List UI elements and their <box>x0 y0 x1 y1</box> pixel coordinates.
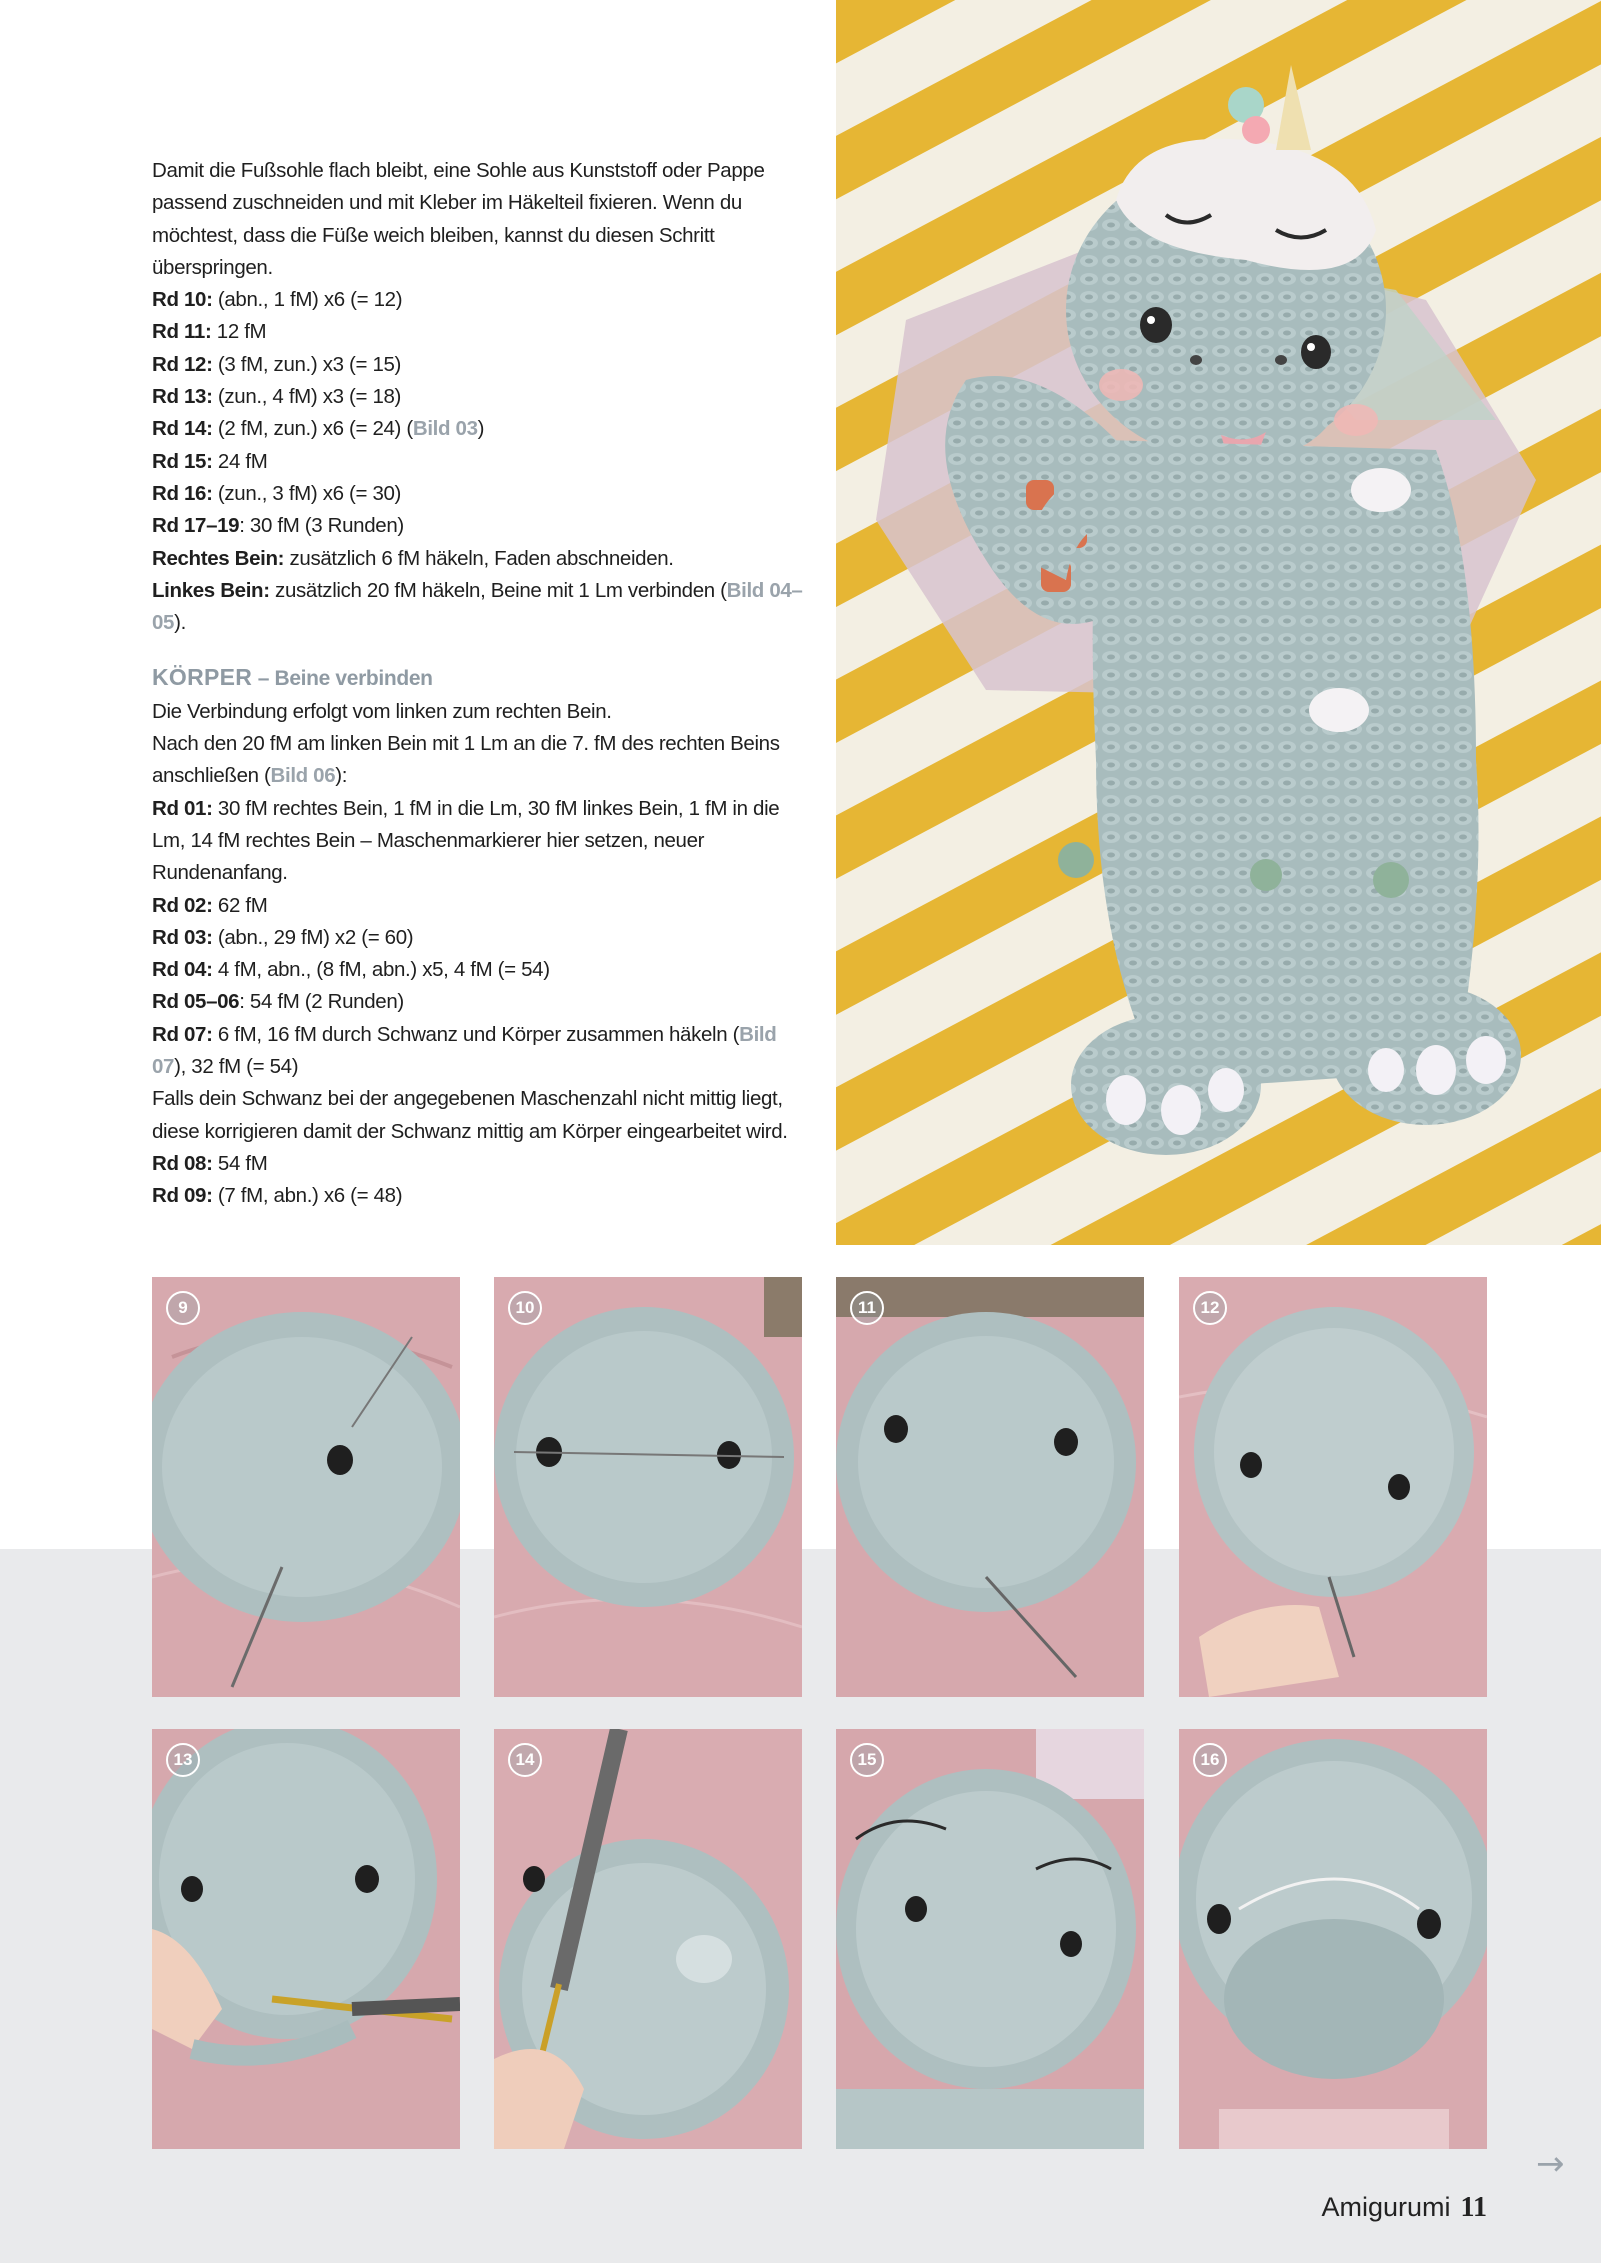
round-line: Rd 11: 12 fM <box>152 320 267 344</box>
step-number: 12 <box>1193 1291 1227 1325</box>
page-footer <box>1322 2192 1488 2224</box>
photo-reference: Bild 03 <box>412 417 478 441</box>
round-line: Rd 01: 30 fM rechtes Bein, 1 fM in die Lm, 30 fM linkes Bein, 1 fM in die Lm, 14 fM rechtes Bein – Maschenmarkierer hier setzen, neuer Rundenanfang. <box>152 796 780 885</box>
step-number: 16 <box>1193 1743 1227 1777</box>
round-line: Rd 07: 6 fM, 16 fM durch Schwanz und Körper zusammen häkeln (Bild 07), 32 fM (= 54) <box>152 1022 777 1079</box>
round-line: Rd 14: (2 fM, zun.) x6 (= 24) (Bild 03) <box>152 417 485 441</box>
round-line: Rechtes Bein: zusätzlich 6 fM häkeln, Faden abschneiden. <box>152 546 674 570</box>
round-line: Rd 12: (3 fM, zun.) x3 (= 15) <box>152 352 402 376</box>
rounds-group-b <box>152 793 807 1084</box>
round-line: Rd 09: (7 fM, abn.) x6 (= 48) <box>152 1184 403 1208</box>
round-line: Rd 17–19: 30 fM (3 Runden) <box>152 514 404 538</box>
photo-reference: Bild 07 <box>152 1022 777 1079</box>
step-photo-12 <box>1179 1277 1487 1697</box>
step-photo-10 <box>494 1277 802 1697</box>
round-line: Rd 05–06: 54 fM (2 Runden) <box>152 990 404 1014</box>
photo-reference: Bild 06 <box>270 764 336 788</box>
step-photo-16 <box>1179 1729 1487 2149</box>
round-line: Rd 02: 62 fM <box>152 893 268 917</box>
section-intro-1: Die Verbindung erfolgt vom linken zum rechten Bein. <box>152 699 612 723</box>
magazine-name: Amigurumi <box>1321 2192 1451 2222</box>
round-line: Linkes Bein: zusätzlich 20 fM häkeln, Beine mit 1 Lm verbinden (Bild 04–05). <box>152 578 803 635</box>
step-number: 10 <box>508 1291 542 1325</box>
step-number: 9 <box>166 1291 200 1325</box>
round-line: Rd 08: 54 fM <box>152 1151 268 1175</box>
round-line: Rd 15: 24 fM <box>152 449 268 473</box>
step-photo-11 <box>836 1277 1144 1697</box>
round-line: Rd 13: (zun., 4 fM) x3 (= 18) <box>152 385 402 409</box>
round-line: Rd 16: (zun., 3 fM) x6 (= 30) <box>152 481 402 505</box>
dino-plush-image <box>836 0 1601 1245</box>
step-number: 11 <box>850 1291 884 1325</box>
instructions-column <box>152 155 807 1213</box>
page-number: 11 <box>1460 2192 1487 2223</box>
step-photo-15 <box>836 1729 1144 2149</box>
step-photo-9 <box>152 1277 460 1697</box>
note-paragraph: Falls dein Schwanz bei der angegebenen Maschenzahl nicht mittig liegt, diese korrigieren damit der Schwanz mittig am Körper eingearbeitet wird. <box>152 1087 788 1143</box>
round-line: Rd 10: (abn., 1 fM) x6 (= 12) <box>152 288 403 312</box>
step-photo-13 <box>152 1729 460 2149</box>
round-line: Rd 04: 4 fM, abn., (8 fM, abn.) x5, 4 fM (= 54) <box>152 958 550 982</box>
round-line: Rd 03: (abn., 29 fM) x2 (= 60) <box>152 925 414 949</box>
section-heading: KÖRPER – Beine verbinden <box>152 664 433 691</box>
rounds-group-c <box>152 1148 807 1213</box>
step-number: 13 <box>166 1743 200 1777</box>
step-photo-14 <box>494 1729 802 2149</box>
section-intro-2: Nach den 20 fM am linken Bein mit 1 Lm an die 7. fM des rechten Beins anschließen (Bild 06): <box>152 732 780 788</box>
next-page-arrow-icon: → <box>1536 2144 1565 2184</box>
photo-reference: Bild 04–05 <box>152 578 803 635</box>
hero-photo <box>836 0 1601 1245</box>
intro-paragraph: Damit die Fußsohle flach bleibt, eine Sohle aus Kunststoff oder Pappe passend zuschneiden und mit Kleber im Häkelteil fixieren. Wenn du möchtest, dass die Füße weich bleiben, kannst du diesen Schritt überspringen. <box>152 159 765 279</box>
step-number: 14 <box>508 1743 542 1777</box>
step-number: 15 <box>850 1743 884 1777</box>
rounds-group-a <box>152 284 807 639</box>
